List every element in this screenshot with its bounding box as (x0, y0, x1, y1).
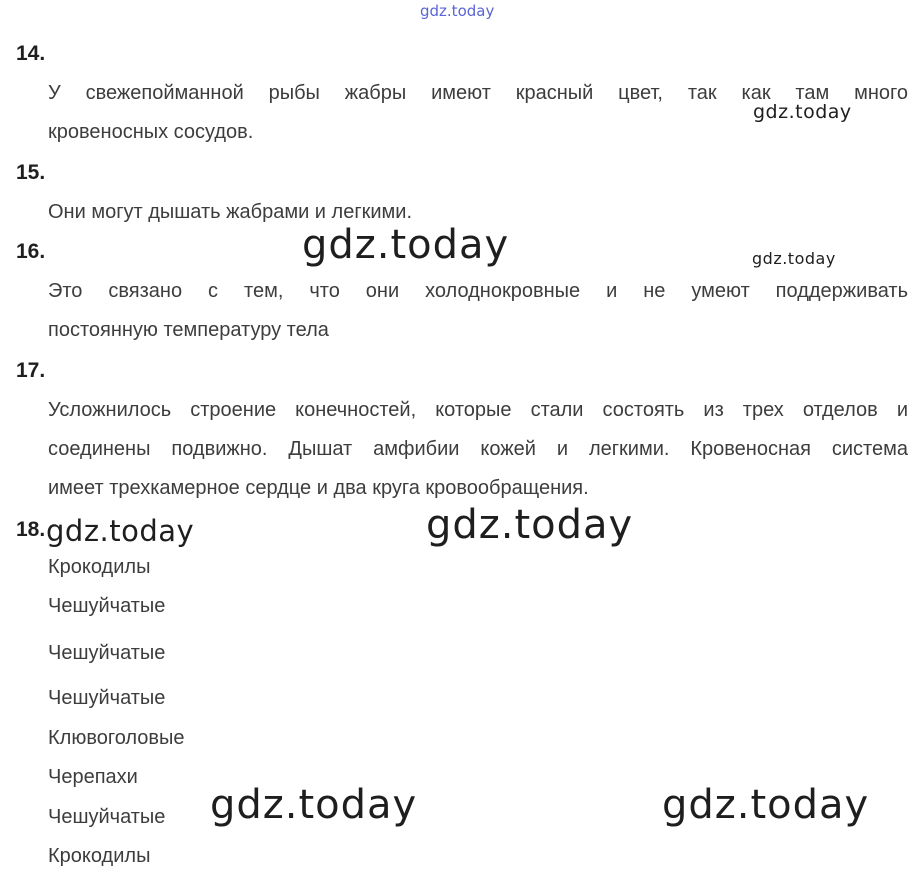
question-number: 17. (16, 359, 46, 382)
watermark-text: gdz.today (302, 222, 510, 268)
watermark-text: gdz.today (426, 502, 634, 548)
watermark-text: gdz.today (662, 782, 870, 828)
answer-text (48, 74, 908, 152)
list-item: Клювоголовые (48, 727, 185, 749)
answer-line: соединены подвижно. Дышат амфибии кожей и легкими. Кровеносная система (48, 438, 908, 460)
question-number: 18. (16, 518, 46, 541)
answer-line: кровеносных сосудов. (48, 121, 254, 143)
answer-line: имеет трехкамерное сердце и два круга кровообращения. (48, 477, 589, 499)
list-item: Чешуйчатые (48, 687, 166, 709)
question-number: 16. (16, 240, 46, 263)
answer-text (48, 272, 908, 350)
answer-line: Усложнилось строение конечностей, которые стали состоять из трех отделов и (48, 399, 908, 421)
question-number: 15. (16, 161, 46, 184)
answer-line: Они могут дышать жабрами и легкими. (48, 201, 413, 223)
answer-line: постоянную температуру тела (48, 319, 329, 341)
watermark-text: gdz.today (420, 2, 495, 20)
list-item: Крокодилы (48, 845, 151, 867)
watermark-text: gdz.today (46, 514, 195, 548)
answer-line: У свежепойманной рыбы жабры имеют красный цвет, так как там много (48, 82, 908, 104)
watermark-text: gdz.today (210, 782, 418, 828)
list-item: Чешуйчатые (48, 806, 166, 828)
answer-text (48, 391, 908, 508)
watermark-text: gdz.today (753, 101, 852, 123)
question-number: 14. (16, 42, 46, 65)
answer-text (48, 193, 908, 232)
list-item: Чешуйчатые (48, 595, 166, 617)
watermark-text: gdz.today (752, 249, 836, 268)
list-item: Крокодилы (48, 556, 151, 578)
answer-line: Это связано с тем, что они холоднокровные и не умеют поддерживать (48, 280, 908, 302)
list-item: Черепахи (48, 766, 138, 788)
list-item: Чешуйчатые (48, 642, 166, 664)
